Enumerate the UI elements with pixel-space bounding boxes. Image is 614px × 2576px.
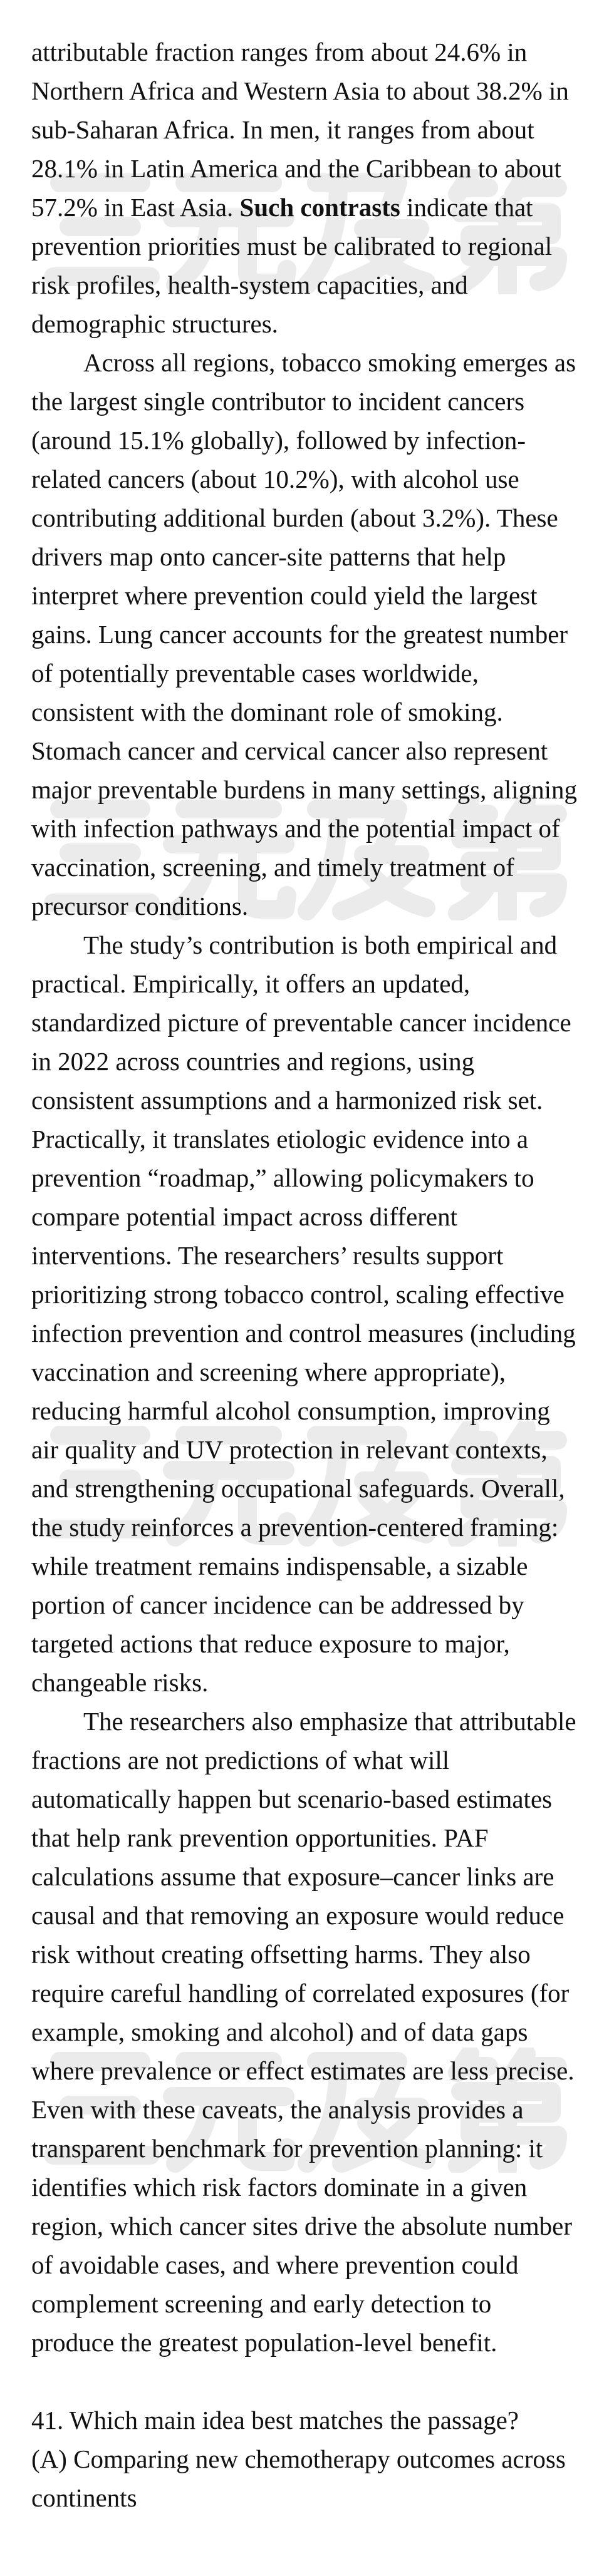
text-segment: indicate that bbox=[400, 193, 533, 222]
text-line: example, smoking and alcohol) and of data gaps bbox=[31, 2017, 528, 2046]
answer-option[interactable] bbox=[31, 2439, 595, 2517]
text-line: vaccination, screening, and timely treatment of bbox=[31, 853, 514, 882]
text-line: identifies which risk factors dominate in a given bbox=[31, 2173, 528, 2202]
text-line: drivers map onto cancer-site patterns that help bbox=[31, 542, 506, 571]
text-line: interpret where prevention could yield the largest bbox=[31, 581, 538, 610]
text-line: contributing additional burden (about 3.2%). These bbox=[31, 503, 558, 532]
text-line: The study’s contribution is both empirical and bbox=[83, 930, 558, 959]
text-segment: 57.2% in East Asia. bbox=[31, 193, 240, 222]
paragraph bbox=[31, 925, 595, 1702]
text-line: Across all regions, tobacco smoking emerges as bbox=[83, 348, 576, 377]
text-line: interventions. The researchers’ results support bbox=[31, 1241, 504, 1270]
text-line: complement screening and early detection to bbox=[31, 2289, 492, 2318]
text-line: produce the greatest population-level benefit. bbox=[31, 2328, 497, 2357]
text-line: Northern Africa and Western Asia to about 38.2% in bbox=[31, 76, 569, 105]
document-body bbox=[31, 33, 595, 2517]
option-text-line: (A) Comparing new chemotherapy outcomes across bbox=[31, 2445, 566, 2473]
text-line: prioritizing strong tobacco control, scaling effective bbox=[31, 1280, 565, 1309]
text-line: reducing harmful alcohol consumption, improving bbox=[31, 1396, 550, 1425]
text-line: that help rank prevention opportunities. PAF bbox=[31, 1823, 489, 1852]
text-line: risk profiles, health-system capacities, and bbox=[31, 270, 468, 299]
text-line: demographic structures. bbox=[31, 309, 278, 338]
text-line: while treatment remains indispensable, a sizable bbox=[31, 1552, 528, 1580]
text-line: changeable risks. bbox=[31, 1668, 209, 1697]
text-line: with infection pathways and the potential impact of bbox=[31, 814, 560, 843]
text-line: related cancers (about 10.2%), with alcohol use bbox=[31, 465, 519, 493]
answer-options bbox=[31, 2439, 595, 2517]
paragraph bbox=[31, 1702, 595, 2362]
text-line: (around 15.1% globally), followed by infection- bbox=[31, 426, 526, 455]
text-line: in 2022 across countries and regions, using bbox=[31, 1047, 475, 1076]
paragraph bbox=[31, 343, 595, 925]
text-line: sub-Saharan Africa. In men, it ranges from about bbox=[31, 115, 534, 144]
text-line: major preventable burdens in many settings, aligning bbox=[31, 775, 578, 804]
text-line: precursor conditions. bbox=[31, 892, 249, 920]
text-line: prevention “roadmap,” allowing policymakers to bbox=[31, 1163, 534, 1192]
text-line: targeted actions that reduce exposure to major, bbox=[31, 1629, 510, 1658]
text-line: where prevalence or effect estimates are less precise. bbox=[31, 2056, 575, 2085]
text-line: prevention priorities must be calibrated to regional bbox=[31, 232, 553, 260]
paragraph bbox=[31, 33, 595, 343]
text-line: standardized picture of preventable cancer incidence bbox=[31, 1008, 571, 1037]
text-line: compare potential impact across different bbox=[31, 1202, 458, 1231]
text-line: consistent with the dominant role of smoking. bbox=[31, 698, 503, 726]
text-line: transparent benchmark for prevention planning: it bbox=[31, 2134, 543, 2163]
text-line: risk without creating offsetting harms. They also bbox=[31, 1940, 531, 1969]
text-line: the study reinforces a prevention-centered framing: bbox=[31, 1513, 559, 1542]
text-line: Stomach cancer and cervical cancer also represent bbox=[31, 736, 548, 765]
text-line: vaccination and screening where appropriate), bbox=[31, 1358, 506, 1386]
text-line: calculations assume that exposure–cancer links are bbox=[31, 1862, 554, 1891]
text-line: the largest single contributor to incident cancers bbox=[31, 387, 525, 416]
text-line: fractions are not predictions of what will bbox=[31, 1746, 450, 1775]
text-line bbox=[31, 188, 595, 227]
text-line: of potentially preventable cases worldwide, bbox=[31, 659, 479, 688]
question bbox=[31, 2401, 595, 2517]
text-line: gains. Lung cancer accounts for the greatest number bbox=[31, 620, 568, 649]
text-line: practical. Empirically, it offers an updated, bbox=[31, 969, 471, 998]
blank-line bbox=[31, 2362, 595, 2401]
text-line: 28.1% in Latin America and the Caribbean to about bbox=[31, 154, 561, 183]
text-line: air quality and UV protection in relevant contexts, bbox=[31, 1435, 548, 1464]
text-line: region, which cancer sites drive the absolute number bbox=[31, 2212, 572, 2240]
option-text-line: continents bbox=[31, 2483, 137, 2512]
text-line: consistent assumptions and a harmonized risk set. bbox=[31, 1086, 543, 1115]
passage bbox=[31, 33, 595, 2362]
text-line: require careful handling of correlated exposures (for bbox=[31, 1979, 570, 2007]
question-stem: 41. Which main idea best matches the passage? bbox=[31, 2406, 519, 2434]
text-line: and strengthening occupational safeguards. Overall, bbox=[31, 1474, 565, 1503]
text-line: automatically happen but scenario-based estimates bbox=[31, 1785, 553, 1813]
text-line: Practically, it translates etiologic evidence into a bbox=[31, 1125, 529, 1153]
text-line: causal and that removing an exposure would reduce bbox=[31, 1901, 565, 1930]
text-line: Even with these caveats, the analysis provides a bbox=[31, 2095, 524, 2124]
text-line: of avoidable cases, and where prevention could bbox=[31, 2250, 519, 2279]
text-line: The researchers also emphasize that attributable bbox=[83, 1707, 576, 1736]
text-line: attributable fraction ranges from about 24.6% in bbox=[31, 38, 528, 66]
bold-phrase: Such contrasts bbox=[239, 193, 400, 222]
text-line: infection prevention and control measures (including bbox=[31, 1319, 576, 1347]
text-line: portion of cancer incidence can be addressed by bbox=[31, 1590, 524, 1619]
